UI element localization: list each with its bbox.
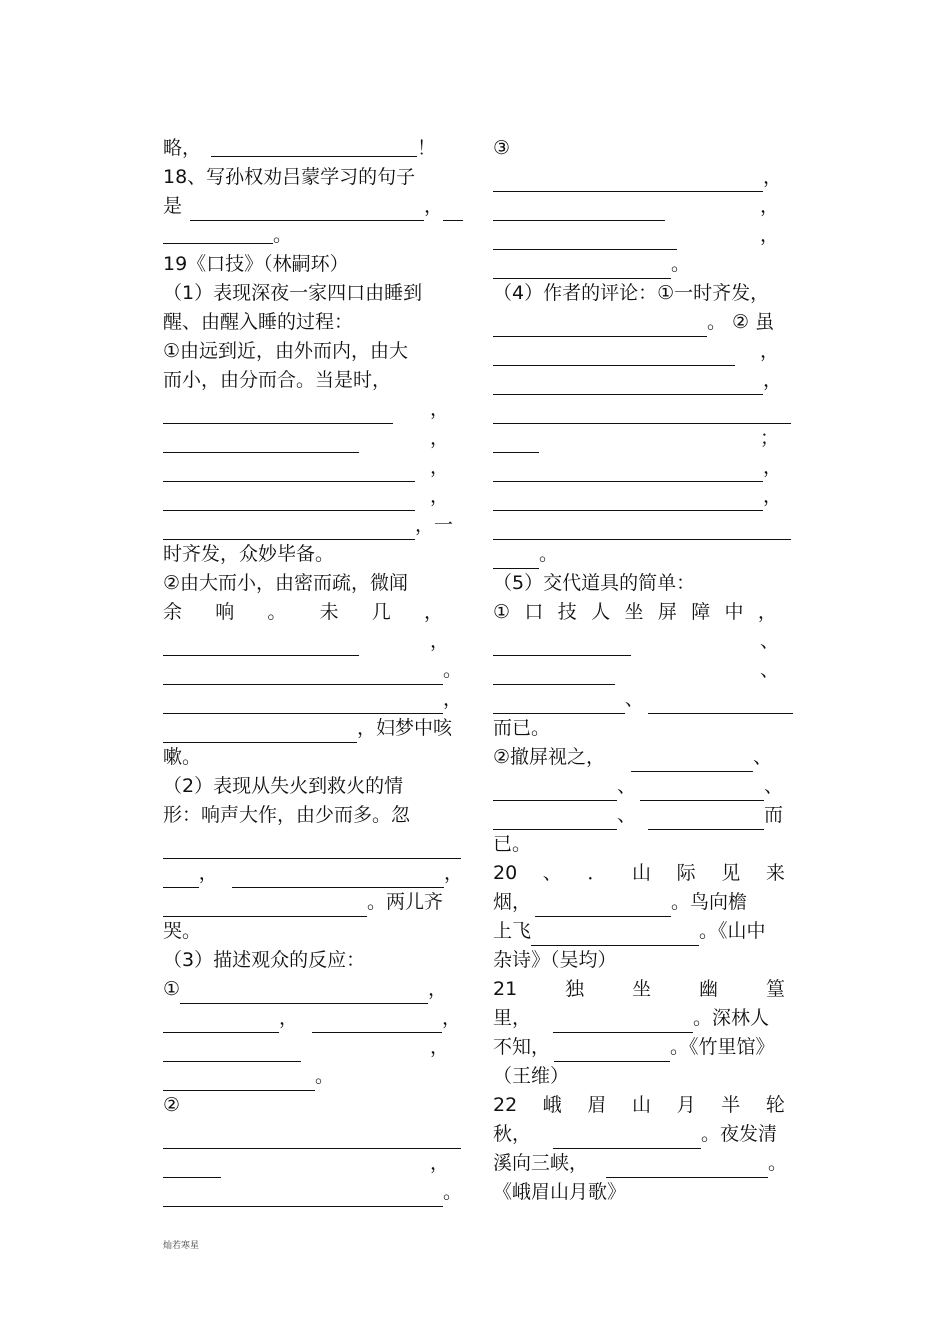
answer-blank[interactable]: [163, 1071, 315, 1091]
answer-blank[interactable]: [648, 694, 793, 714]
text: ，: [198, 862, 218, 884]
text-line: [493, 395, 793, 424]
text: ①: [163, 978, 181, 1000]
text: 。: [671, 253, 691, 275]
text-line: [493, 917, 793, 946]
answer-blank[interactable]: [163, 1129, 461, 1149]
answer-blank[interactable]: [493, 433, 539, 453]
answer-blank[interactable]: [606, 1158, 768, 1178]
answer-blank[interactable]: [163, 433, 359, 453]
answer-blank[interactable]: [554, 1042, 670, 1062]
text: 幽: [699, 978, 719, 1000]
text-line: [163, 395, 463, 424]
text-line: 《峨眉山月歌》: [493, 1181, 627, 1203]
answer-blank[interactable]: [493, 259, 671, 279]
text: ；: [759, 427, 779, 449]
text-line: ①由远到近，由外而内，由大: [163, 340, 409, 362]
text-line: （1）表现深夜一家四口由睡到: [163, 282, 423, 304]
question-21: [493, 975, 785, 1004]
text: 坐: [624, 601, 644, 623]
text-line: [493, 685, 793, 714]
answer-blank[interactable]: [163, 839, 461, 859]
answer-blank[interactable]: [493, 230, 677, 250]
text: 几: [371, 601, 391, 623]
text: 略，: [163, 137, 202, 159]
text-line: ②: [163, 1094, 181, 1116]
text: 里，: [493, 1007, 532, 1029]
answer-blank[interactable]: [163, 897, 367, 917]
text-line: 已。: [493, 833, 532, 855]
answer-blank[interactable]: [163, 491, 415, 511]
text-line: 时齐发，众妙毕备。: [163, 543, 335, 565]
footer-watermark: 灿若寒星: [163, 1241, 200, 1251]
answer-blank[interactable]: [493, 694, 625, 714]
text-line: [163, 1149, 463, 1178]
text: 22: [493, 1094, 518, 1116]
answer-blank[interactable]: [163, 404, 393, 424]
answer-blank[interactable]: [180, 984, 428, 1004]
text: ，妇梦中咳: [357, 717, 453, 739]
answer-blank[interactable]: [163, 1187, 443, 1207]
text: 见: [721, 862, 741, 884]
text: ，: [763, 485, 783, 507]
text: 来: [765, 862, 785, 884]
text-line: [163, 1178, 463, 1207]
text-line: [493, 221, 793, 250]
text: 。两儿齐: [367, 891, 444, 913]
text: ，: [759, 340, 779, 362]
text: ，: [429, 630, 449, 652]
text-line: ③: [493, 137, 511, 159]
text-line: [493, 453, 793, 482]
answer-blank[interactable]: [163, 1158, 221, 1178]
text: ，: [763, 369, 783, 391]
text-line: [163, 134, 463, 163]
answer-blank[interactable]: [493, 810, 617, 830]
text-line: [493, 250, 793, 279]
text-line: [493, 743, 793, 772]
text: 不知，: [493, 1036, 551, 1058]
text-line: [493, 192, 793, 221]
text: 、: [617, 804, 637, 826]
answer-blank[interactable]: [232, 868, 444, 888]
text: 、: [542, 862, 562, 884]
text: 际: [676, 862, 696, 884]
text-line: [163, 888, 463, 917]
text: 坐: [632, 978, 652, 1000]
text-line: [493, 540, 793, 569]
answer-blank[interactable]: [493, 375, 763, 395]
text: 、: [617, 775, 637, 797]
answer-blank[interactable]: [163, 723, 357, 743]
text: ，: [763, 166, 783, 188]
text: 。: [315, 1065, 335, 1087]
text-line: [493, 888, 793, 917]
text: 烟，: [493, 891, 532, 913]
text-line: [163, 714, 463, 743]
text: 峨: [542, 1094, 562, 1116]
text: ，: [442, 1007, 462, 1029]
text: ，: [443, 862, 463, 884]
answer-blank[interactable]: [553, 1013, 693, 1033]
text-line: [163, 627, 463, 656]
text-line: [493, 424, 793, 453]
text: 屏: [657, 601, 677, 623]
text: ，: [429, 398, 449, 420]
answer-blank[interactable]: [531, 926, 699, 946]
text-line: [493, 656, 793, 685]
text-line: [163, 598, 443, 627]
text: 独: [565, 978, 585, 1000]
text-line: [163, 859, 463, 888]
text: 、: [759, 630, 779, 652]
text-line: [163, 685, 463, 714]
text: 中: [724, 601, 744, 623]
text: 轮: [765, 1094, 785, 1116]
answer-blank[interactable]: [163, 224, 273, 244]
answer-blank[interactable]: [493, 462, 763, 482]
text-line: 形：响声大作，由少而多。忽: [163, 804, 411, 826]
text: ①: [493, 601, 511, 623]
text-line: [163, 656, 463, 685]
answer-blank[interactable]: [163, 1042, 301, 1062]
text: ，: [429, 427, 449, 449]
answer-blank[interactable]: [163, 1013, 279, 1033]
text-line: （3）描述观众的反应：: [163, 949, 366, 971]
text: ，: [429, 1152, 449, 1174]
text: 山: [632, 1094, 652, 1116]
answer-blank[interactable]: [163, 636, 359, 656]
text-line: [493, 772, 793, 801]
text: 。: [443, 1181, 463, 1203]
text: 是: [163, 195, 183, 217]
text: ，: [759, 195, 779, 217]
text-line: 醒、由醒入睡的过程：: [163, 311, 354, 333]
text-line: [493, 1120, 793, 1149]
answer-blank[interactable]: [493, 346, 735, 366]
text-line: [163, 482, 463, 511]
text-line: [163, 453, 463, 482]
text-line: （王维）: [493, 1065, 570, 1087]
text: ，: [429, 456, 449, 478]
text: ，: [423, 195, 443, 217]
text: ！: [417, 137, 437, 159]
text-line: 哭。: [163, 920, 202, 942]
text: 上飞: [493, 920, 532, 942]
text: 、: [624, 688, 644, 710]
text: 、: [753, 746, 773, 768]
text-line: [163, 830, 463, 859]
text-line: [163, 192, 463, 221]
question-18: 18、写孙权劝吕蒙学习的句子: [163, 166, 416, 188]
text-line: [493, 337, 793, 366]
text: 。鸟向檐: [671, 891, 748, 913]
text-line: [163, 1120, 463, 1149]
answer-blank[interactable]: [493, 491, 763, 511]
text-line: [493, 1149, 793, 1178]
text-line: [163, 1062, 463, 1091]
text: 。深林人: [693, 1007, 770, 1029]
text: 响: [215, 601, 235, 623]
text: 溪向三峡，: [493, 1152, 589, 1174]
answer-blank[interactable]: [648, 810, 764, 830]
text-line: （4）作者的评论：①一时齐发，: [493, 282, 770, 304]
text-line: [163, 424, 463, 453]
right-column: [493, 134, 793, 1207]
text-line: [493, 598, 777, 627]
text: 秋，: [493, 1123, 532, 1145]
text: 20: [493, 862, 518, 884]
text: 21: [493, 978, 518, 1000]
text: 、: [759, 659, 779, 681]
text-line: [493, 627, 793, 656]
question-20: [493, 859, 785, 888]
answer-blank[interactable]: [163, 665, 443, 685]
text: 而: [764, 804, 784, 826]
text-line: （2）表现从失火到救火的情: [163, 775, 404, 797]
text: ，: [759, 224, 779, 246]
text-line: 而小，由分而合。当是时，: [163, 369, 392, 391]
text-line: [493, 801, 793, 830]
answer-blank[interactable]: [443, 201, 463, 221]
text-line: 而已。: [493, 717, 551, 739]
text: ②撤屏视之，: [493, 746, 606, 768]
answer-blank[interactable]: [190, 201, 424, 221]
answer-blank[interactable]: [631, 752, 753, 772]
answer-blank[interactable]: [493, 317, 707, 337]
text: 余: [163, 601, 183, 623]
text: ，: [423, 601, 443, 623]
text: 。: [768, 1152, 788, 1174]
answer-blank[interactable]: [493, 520, 791, 540]
text: ，一: [415, 514, 454, 536]
text: ，: [428, 978, 448, 1000]
text: 半: [721, 1094, 741, 1116]
text: 。《竹里馆》: [670, 1036, 775, 1058]
left-column: [163, 134, 463, 1207]
text-line: 杂诗》（吴均）: [493, 949, 617, 971]
answer-blank[interactable]: [553, 1129, 701, 1149]
text: ，: [443, 688, 463, 710]
text: 口: [524, 601, 544, 623]
answer-blank[interactable]: [493, 201, 665, 221]
text-line: [493, 1033, 793, 1062]
answer-blank[interactable]: [163, 520, 415, 540]
text: 人: [591, 601, 611, 623]
text: 。《山中: [699, 920, 766, 942]
text: 。夜发清: [701, 1123, 778, 1145]
text-line: [493, 482, 793, 511]
text: ，: [763, 456, 783, 478]
text-line: [493, 308, 793, 337]
answer-blank[interactable]: [312, 1013, 442, 1033]
text: 。 ② 虽: [707, 311, 775, 333]
text: 篁: [765, 978, 785, 1000]
answer-blank[interactable]: [211, 137, 417, 157]
text: ，: [757, 601, 777, 623]
answer-blank[interactable]: [493, 404, 791, 424]
text-line: [163, 1004, 463, 1033]
text-line: [163, 975, 463, 1004]
answer-blank[interactable]: [640, 781, 764, 801]
answer-blank[interactable]: [535, 897, 671, 917]
text: 、: [764, 775, 784, 797]
text: ，: [429, 1036, 449, 1058]
answer-blank[interactable]: [493, 665, 615, 685]
text: 障: [691, 601, 711, 623]
text: 眉: [587, 1094, 607, 1116]
text-line: [493, 163, 793, 192]
answer-blank[interactable]: [163, 868, 199, 888]
question-19-title: 19《口技》（林嗣环）: [163, 253, 349, 275]
text-line: [163, 1033, 463, 1062]
text-line: ②由大而小，由密而疏，微闻: [163, 572, 409, 594]
text-line: 嗽。: [163, 746, 202, 768]
text: 未: [319, 601, 339, 623]
text: 。: [443, 659, 463, 681]
text-line: [493, 1004, 793, 1033]
answer-blank[interactable]: [493, 172, 763, 192]
text: ，: [279, 1007, 299, 1029]
text: 。: [273, 224, 293, 246]
text: ．: [587, 862, 607, 884]
answer-blank[interactable]: [163, 462, 415, 482]
question-22: [493, 1091, 785, 1120]
answer-blank[interactable]: [493, 549, 539, 569]
text-line: [163, 221, 463, 250]
text-line: （5）交代道具的简单：: [493, 572, 696, 594]
text: 月: [676, 1094, 696, 1116]
answer-blank[interactable]: [493, 636, 631, 656]
text: 。: [539, 543, 559, 565]
text: 技: [557, 601, 577, 623]
answer-blank[interactable]: [493, 781, 617, 801]
answer-blank[interactable]: [163, 694, 443, 714]
text-line: [493, 511, 793, 540]
text: 。: [267, 601, 287, 623]
text: 山: [632, 862, 652, 884]
text-line: [163, 511, 463, 540]
text-line: [493, 366, 793, 395]
text: ，: [429, 485, 449, 507]
